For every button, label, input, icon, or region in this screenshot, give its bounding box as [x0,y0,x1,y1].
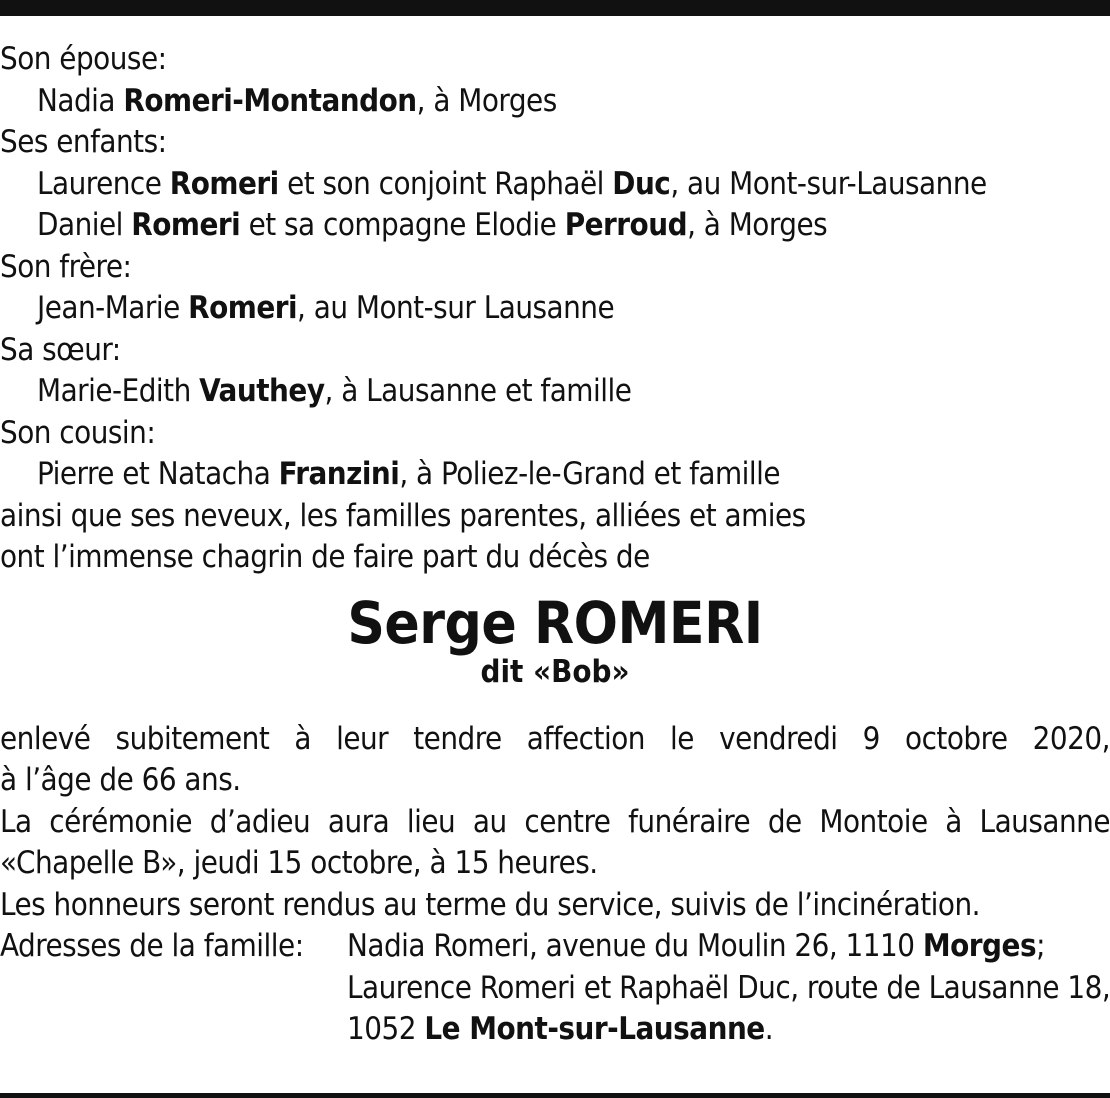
surname: Romeri [169,165,279,202]
bottom-rule [0,1093,1110,1098]
obituary-notice [0,39,1110,1051]
age-line: à l’âge de 66 ans. [0,762,241,798]
closing-line: ont l’immense chagrin de faire part du décès de [0,539,650,575]
relative-entry: Nadia Romeri-Montandon, à Morges [37,82,557,119]
relative-heading: Ses enfants: [0,124,167,160]
closing-line: ainsi que ses neveux, les familles parentes, alliées et amies [0,497,806,534]
relative-entry: Pierre et Natacha Franzini, à Poliez-le-Grand et famille [37,456,781,492]
surname: Perroud [564,207,688,243]
surname: Romeri [188,290,298,326]
surname: Vauthey [199,373,325,409]
deceased-nickname: dit «Bob» [480,653,630,690]
relative-heading: Sa sœur: [0,331,121,368]
death-notice-line: enlevé subitement à leur tendre affection le vendredi 9 octobre 2020, [0,720,1110,757]
relative-entry: Marie-Edith Vauthey, à Lausanne et famille [37,373,632,409]
address-line: Laurence Romeri et Raphaël Duc, route de Lausanne 18, [347,969,1110,1006]
relative-heading: Son cousin: [0,414,156,451]
surname: Romeri-Montandon [123,82,417,119]
relative-entry: Daniel Romeri et sa compagne Elodie Perroud, à Morges [37,207,828,243]
address-line: Nadia Romeri, avenue du Moulin 26, 1110 Morges; [347,928,1045,964]
city: Morges [922,928,1037,964]
address-line: 1052 Le Mont-sur-Lausanne. [347,1011,774,1047]
ceremony-time-line: «Chapelle B», jeudi 15 octobre, à 15 heures. [0,845,598,881]
city: Le Mont-sur-Lausanne [424,1011,765,1047]
surname: Romeri [131,207,241,243]
relative-entry: Jean-Marie Romeri, au Mont-sur Lausanne [37,290,615,326]
relative-heading: Son épouse: [0,41,167,77]
family-address [0,926,1110,968]
relative-entry: Laurence Romeri et son conjoint Raphaël Duc, au Mont-sur-Lausanne [37,165,987,202]
honours-line: Les honneurs seront rendus au terme du service, suivis de l’incinération. [0,886,981,923]
relative-heading: Son frère: [0,248,132,285]
deceased-name: Serge ROMERI [347,588,763,657]
top-rule [0,0,1110,16]
surname: Duc [612,165,671,202]
ceremony-line: La cérémonie d’adieu aura lieu au centre funéraire de Montoie à Lausanne [0,803,1110,840]
surname: Franzini [278,456,400,492]
address-label: Adresses de la famille: [0,928,304,964]
